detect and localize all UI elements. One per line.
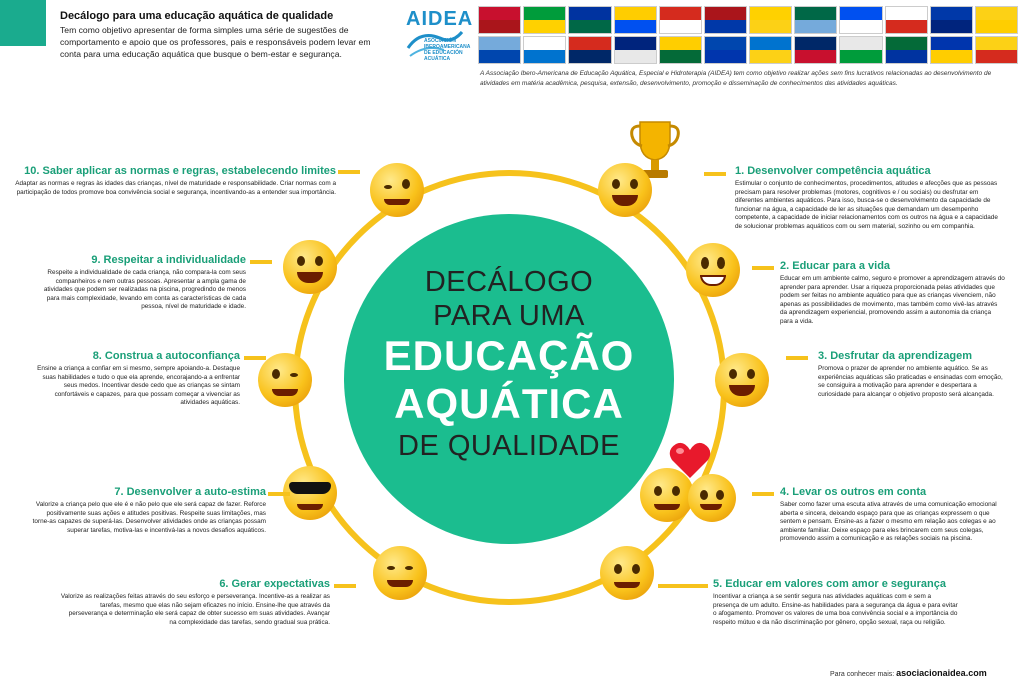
item-8-title: 8. Construa a autoconfiança [92,350,240,362]
grinning-emoji-icon [686,243,740,297]
flag-icon [885,6,928,34]
flag-icon [523,6,566,34]
center-line-5: DE QUALIDADE [398,430,620,462]
item-9-title: 9. Respeitar a individualidade [91,254,246,266]
item-5-title: 5. Educar em valores com amor e segurança [713,578,946,590]
item-2-title: 2. Educar para a vida [780,260,891,272]
flag-icon [794,6,837,34]
happy-emoji-icon [373,546,427,600]
item-1 [735,165,1005,232]
country-flags [478,6,1018,64]
flag-icon [885,36,928,64]
item-7-text: Valorize a criança pelo que ele é e não pelo que ele será capaz de fazer. Reforce positivamente suas ações e atitudes positivas. Respeite suas limitações, mas torne-as capazes de superá-las. Desenvolver atividades onde as crianças possam superar tarefas, motiva-las e incentivá-las a novos desafios aquáticos. [32,501,266,534]
connector-bar [704,172,726,176]
item-8-text: Ensine a criança a confiar em si mesmo, sempre apoiando-a. Destaque suas habilidades e tudo o que ela aprende, encorajando-a a enfrentar seus medos. Incentivar desde cedo que as crianças se sintam confortáveis e capazes, para que possam começar a vivenciar as atividades aquáticas. [37,365,240,407]
item-8 [28,350,240,408]
center-line-3: EDUCAÇÃO [383,332,635,379]
footer-site-link[interactable]: asociacionaidea.com [896,668,987,678]
flag-icon [975,36,1018,64]
flag-icon [839,36,882,64]
flag-icon [704,36,747,64]
sunglasses-emoji-icon [283,466,337,520]
logo-subtitle: ASOCIACIÓN IBEROAMERICANA DE EDUCACIÓN ACUÁTICA [424,38,471,62]
flag-icon [659,36,702,64]
flag-icon [704,6,747,34]
item-4-title: 4. Levar os outros em conta [780,486,927,498]
flag-icon [568,36,611,64]
flag-icon [930,36,973,64]
item-6-text: Valorize as realizações feitas através do seu esforço e perseverança. Incentive-as a realizar as tarefas, mesmo que elas não sejam eficazes no início. Ensine-lhe que através da perseverança e determinação ele será capaz de obter sucesso em suas atividades. Avançar na complexidade das tarefas, sendo gradual sua prática. [60,593,330,626]
item-1-text: Estimular o conjunto de conhecimentos, procedimentos, atitudes e afecções que as pessoas precisam para resolver problemas (motores, cognitivos e / ou sociais) ou desfrutar em diferentes ambientes aquáticos. Para isso, busca-se o desenvolvimento da capacidade de funcionar na água, a capacidade de ler as situações que demandam um desempenho competente, a capacidade de iniciar relacionamentos com os outros na água e a capacidade de solucionar problemas aquáticos com ou sem material, sozinho ou em companhia. [735,180,998,230]
flag-icon [478,36,521,64]
flag-icon [568,6,611,34]
connector-bar [658,584,708,588]
connector-bar [268,492,290,496]
item-6-title: 6. Gerar expectativas [219,578,330,590]
center-line-4: AQUÁTICA [394,380,624,427]
item-6 [60,578,330,627]
connector-bar [338,170,360,174]
center-disc [344,214,674,544]
center-line-1: DECÁLOGO [424,266,594,298]
item-2 [780,260,1005,327]
flag-icon [975,6,1018,34]
item-10-title: 10. Saber aplicar as normas e regras, estabelecendo limites [24,165,336,177]
flag-icon [614,36,657,64]
item-5-text: Incentivar a criança a se sentir segura nas atividades aquáticas com e sem a presença de um adulto. Ensine-as habilidades para a segurança da água e para evitar o afogamento. Promover os valores de uma boa convivência social e a importância do respeito mútuo e da não discriminação por gênero, opção sexual, raça ou religião. [713,593,958,626]
item-10-text: Adaptar as normas e regras às idades das crianças, nível de maturidade e responsabilidade. Criar normas com a participação de todos promove boa convivência social e segurança, incentivando-as a entender sua importância. [15,180,336,196]
laughing-emoji-icon [598,163,652,217]
item-5 [713,578,958,627]
connector-bar [752,266,774,270]
connector-bar [334,584,356,588]
header-accent-block [0,0,46,46]
thumbs-up-emoji-icon [715,353,769,407]
flag-icon [659,6,702,34]
friends-emoji-icon [640,468,694,522]
item-9 [30,254,246,312]
item-1-title: 1. Desenvolver competência aquática [735,165,931,177]
item-3-text: Promova o prazer de aprender no ambiente aquático. Se as experiências aquáticas são praticadas e ensinadas com emoção, se consiguira a motivação para aprender e despertara a curiosidade para alcançar o objetivo proposto será alcançada. [818,365,1003,398]
item-9-text: Respeite a individualidade de cada criança, não compara-la com seus companheiros e nem outras pessoas. Apresentar a ampla gama de atividades que podem ser realizadas na piscina, progredindo de menos para mais complexidade, levando em conta as características de cada pessoa, nível de maturidade e idade. [43,269,246,311]
flag-icon [930,6,973,34]
flag-icon [749,36,792,64]
aidea-logo [400,8,474,66]
footer-label: Para conhecer mais: [830,671,895,678]
winking-smile-emoji-icon [258,353,312,407]
item-3-title: 3. Desfrutar da aprendizagem [818,350,973,362]
item-4-text: Saber como fazer uma escuta ativa através de uma comunicação emocional aberta e sincera, deixando espaço para que as crianças expressem o que sentem e pensam. Ensine-as a fazer o mesmo em relação aos colegas e ao ambiente familiar. Deixe espaço para eles brincarem com seus colegas, promovendo assim a comunicação e as relações sociais na piscina. [780,501,997,543]
item-3 [818,350,1003,399]
item-7 [30,486,266,535]
item-7-title: 7. Desenvolver a auto-estima [114,486,266,498]
connector-bar [752,492,774,496]
smiling-friend-emoji-icon [688,474,736,522]
clapping-emoji-icon [283,240,337,294]
logo-name: AIDEA [406,8,474,30]
footer [830,668,987,678]
association-text: A Associação Ibero-Americana de Educação Aquática, Especial e Hidroterapia (AIDEA) tem como objetivo realizar ações sem fins lucrativos relacionadas ao desenvolvimento de atividades em matéria acadêmica, pesquisa, extensão, desenvolvimento, promoção e disseminação de conhecimentos das atividades aquáticas. [480,70,992,87]
item-2-text: Educar em um ambiente calmo, seguro e promover a aprendizagem através do aprender para aprender. Usar a riqueza proporcionada pelas atividades que podem ser feitas no ambiente aquático para que as crianças vivenciem, não apenas as possibilidades de movimento, mas também como vivê-las através da aprendizagem experiencial, promovendo assim a autonomia da criança para a vida. [780,275,1005,325]
header-title: Decálogo para uma educação aquática de qualidade [60,10,334,22]
item-4 [780,486,1005,544]
flag-icon [478,6,521,34]
center-line-2: PARA UMA [433,300,585,332]
love-bow-emoji-icon [600,546,654,600]
flag-icon [749,6,792,34]
flag-icon [523,36,566,64]
flag-icon [614,6,657,34]
flag-icon [794,36,837,64]
flag-icon [839,6,882,34]
connector-bar [244,356,266,360]
header-description: Tem como objetivo apresentar de forma simples uma série de sugestões de comportamento e apoio que os professores, pais e responsáveis podem levar em conta para uma educação aquática que busque o bem-estar e segurança. [60,25,371,59]
connector-bar [250,260,272,264]
wink-emoji-icon [370,163,424,217]
item-10 [8,165,336,197]
connector-bar [786,356,808,360]
